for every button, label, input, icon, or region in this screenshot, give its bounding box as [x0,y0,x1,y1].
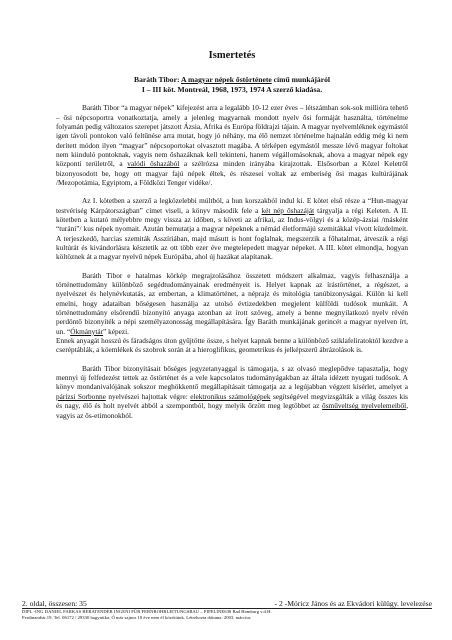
paragraph-3-continued: Ennek anyagát hosszú és fáradságos úton gyűjtötte össze, s helyet kapnak benne a különböző sziklafeliratoktól kezdve a cseréptáblák, a köemlékek és szobrok során át a hieroglifikus, geometrikus és jelképszerű ábrázolások is. [56,336,408,355]
p1-text-a: Baráth Tibor “a magyar népek” kifejezést arra a legalább 10-12 ezer éves – létszámban sok-sok millióra tehető – ősi népcsoportra vonatkoztatja, amely a jelenleg magyarnak mondott nyelv ősi formáját használta, történelme folyamán pedig változatos szerepet játszott Ázsia, Afrika és Európa földrajzi tájain. A magyar nyelvemléknek egymástól igen távoli pontokon való feltűnése arra mutat, hogy jó néhány, ma élő nemzet történelme hajnalán eddig még ki nem derített módon ilyen “magyar” népcsoportokat olvasztott magába. A térképen egymástól messze lévő magyar foltokat nem kiinduló pontoknak, vagyis nem őshazáknak kell tekinteni, hanem végállomásoknak, ahova a magyar népek egy központi területről, a [56,103,408,169]
p2-text-b: tárgyalja a régi Keleten. A II. kötetben a kutató mélyebbre megy vissza az időben, s követi az afrikai, az Indus-völgyi és a közép-ázsiai /másként “turáni”/ kus népek nyomait. Azután bemutatja a magyar népeknek a némád életformájú szemitákkal vívott küzdelmeit. A terjeszkedő, harcias szemiták Asszíriában, majd másutt is hont foglalnak, megszerzik a főhatalmat, átveszik a régi kultúrát és kivándorlásra késztetik az ott több ezer éve megtelepedett magyar népeket. A III. kötet elmondja, hogyan költöznek át a magyar nyelvű népek Európába, ahol új hazákat alapítanak. [56,205,409,262]
review-heading [56,75,408,85]
heading-suffix: című munkájáról [271,75,330,84]
heading-author: Baráth Tibor: [134,75,181,84]
p4-text-b: nyelvészei hajtottak végre: [105,391,191,401]
footer-credit-line-1: DIPL.-ING DANIEL FARKAS BERATENDER INGENI FÜR FERNROHRLEITUNGSBAU – PIPELINE638 Bad Homburg v.d.H. [22,609,272,614]
p2-text-a: Az I. kötetben a szerző a legközelebbi múltból, a hun korszakból indul ki. E kötet első része a “Hun-magyar testvériség Kárpátországban” címet viseli, a könyv második fele a [56,196,408,215]
p4-underlined-3: ősműveltség nyelvelemeiből [322,401,407,411]
p4-text-a: Baráth Tibor bizonyításait bőséges jegyzetanyaggal is támogatja, s az olvasó meglepődve tapasztalja, hogy mennyi új felfedezést tettek az őstörténet és a vele kapcsolatos tudományágakban az általa idézett nyugati tudósok. A könyv mondanivalójának sokszor meghökkentő megállapításait támogatja az a legújabban végzett kísérlet, amelyet a [56,363,408,392]
p4-text-d: , vagyis az ős-etimonokból. [56,401,409,420]
footer-page-count: 2. oldal, összesen: 35 [22,599,87,608]
p2-underlined: két nép őshazáját [261,205,315,215]
heading-book-title: A magyar népek őstörténete [180,75,272,84]
paragraph-3 [56,271,408,336]
p4-text-c: segítségével megvizsgálták a világ összes kis és nagy, élő és holt nyelvét abból a szempontból, hogy melyik őrzött meg legtöbbet az [56,391,408,411]
p3-underlined: Ókmánytár [70,326,104,336]
footer-credits [22,609,432,621]
paragraph-4 [56,364,408,420]
p3-text-a: Baráth Tibor e hatalmas körkép megrajzolásához összetett módszert alkalmaz, vagyis felhasználja a történettudomány különböző segédtudományainak eredményeit is. Helyet kapnak az írástörténet, a régészet, a nyelvészet és helynévkutatás, az embertan, a klimatörténet, a néprajz és mitológia tanúbizonyságai. Külön ki kell emelni, hogy adataiban bőségesen használja az utolsó évtizedekben megjelent külföldi tudósok munkáit. A történettudomány elsőrendű bizonyító anyaga azonban az írott szöveg, amely a benne megnyilatkozó nyelv révén perdöntő bizonyíték a népi személyazonosság megállapítására. Így Baráth munkájának gerincét a magyar nyelven írt, un. “ [56,270,408,336]
document-page [56,44,408,420]
p1-underlined: valódi őshazából [127,159,180,169]
page-footer [22,599,432,608]
page-title: Ismertetés [208,50,256,61]
review-heading-details: I – III köt. Montreál, 1968, 1973, 1974 A szerző kiadása. [141,84,323,94]
p1-text-b: a szélrózsa minden irányába kirajzottak. Elsősorban a Közel Keletről bizonyosodott be, hogy ott magyar fajú népek éltek, és részesei voltak az emberiség ősi magas kultúrájának /Mezopotámia, Egyiptom, a Földközi Tenger vidéke/. [56,159,408,187]
footer-doc-title: - 2 -Móricz János és az Ekvádori külügy. levelezése [274,599,432,608]
paragraph-1 [56,103,408,187]
footer-credit-line-2: Ferdinandstr.19, Tel. 06172 / 29330 hagyntika. Ó már sajnos 10 éve nem él közöttünk. Létrehozta dátuma: 2003. március [22,615,251,620]
p3-text-b: ” képezi. [103,326,129,336]
p4-underlined-2: elektronikus számológépek [190,391,271,401]
paragraph-2 [56,196,408,261]
p4-underlined-1: párizsi Sorbonne [56,391,106,401]
